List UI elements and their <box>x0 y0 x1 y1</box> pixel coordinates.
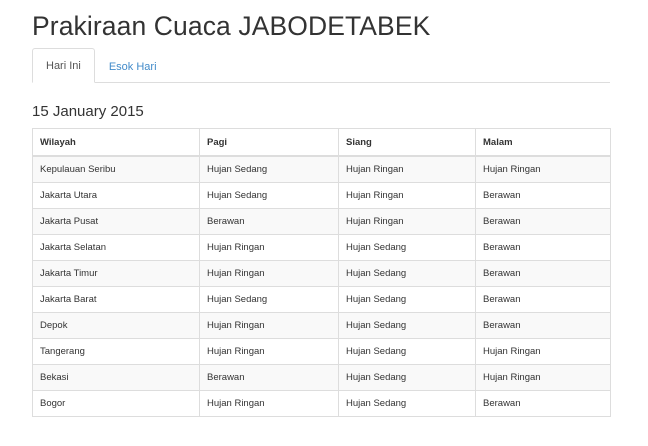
table-row <box>33 156 611 183</box>
column-header-siang: Siang <box>339 129 476 157</box>
cell-malam: Berawan <box>476 209 611 235</box>
tab-esok-hari[interactable]: Esok Hari <box>108 61 157 73</box>
table-row <box>33 183 611 209</box>
table-body <box>33 156 611 417</box>
cell-malam: Hujan Ringan <box>476 339 611 365</box>
cell-wilayah: Jakarta Utara <box>33 183 200 209</box>
cell-siang: Hujan Ringan <box>339 156 476 183</box>
page-title: Prakiraan Cuaca JABODETABEK <box>32 11 431 41</box>
cell-malam: Hujan Ringan <box>476 156 611 183</box>
cell-pagi: Hujan Sedang <box>200 156 339 183</box>
cell-pagi: Berawan <box>200 365 339 391</box>
cell-siang: Hujan Sedang <box>339 313 476 339</box>
column-header-pagi: Pagi <box>200 129 339 157</box>
cell-pagi: Berawan <box>200 209 339 235</box>
cell-malam: Berawan <box>476 183 611 209</box>
cell-pagi: Hujan Ringan <box>200 391 339 417</box>
table-row <box>33 365 611 391</box>
cell-malam: Berawan <box>476 261 611 287</box>
cell-siang: Hujan Sedang <box>339 365 476 391</box>
cell-siang: Hujan Sedang <box>339 235 476 261</box>
cell-siang: Hujan Sedang <box>339 287 476 313</box>
cell-wilayah: Kepulauan Seribu <box>33 156 200 183</box>
cell-pagi: Hujan Sedang <box>200 287 339 313</box>
cell-wilayah: Bekasi <box>33 365 200 391</box>
cell-malam: Berawan <box>476 235 611 261</box>
cell-pagi: Hujan Ringan <box>200 235 339 261</box>
forecast-table <box>32 128 611 417</box>
table-row <box>33 391 611 417</box>
cell-wilayah: Tangerang <box>33 339 200 365</box>
cell-malam: Berawan <box>476 287 611 313</box>
table-row <box>33 209 611 235</box>
cell-siang: Hujan Sedang <box>339 261 476 287</box>
cell-malam: Berawan <box>476 313 611 339</box>
cell-siang: Hujan Ringan <box>339 183 476 209</box>
forecast-date: 15 January 2015 <box>32 103 144 120</box>
table-row <box>33 339 611 365</box>
table-header-row <box>33 129 611 157</box>
column-header-wilayah: Wilayah <box>33 129 200 157</box>
cell-malam: Hujan Ringan <box>476 365 611 391</box>
cell-pagi: Hujan Ringan <box>200 261 339 287</box>
cell-siang: Hujan Sedang <box>339 391 476 417</box>
cell-pagi: Hujan Ringan <box>200 339 339 365</box>
table-row <box>33 235 611 261</box>
table-row <box>33 261 611 287</box>
cell-wilayah: Jakarta Selatan <box>33 235 200 261</box>
cell-wilayah: Jakarta Timur <box>33 261 200 287</box>
cell-wilayah: Jakarta Pusat <box>33 209 200 235</box>
cell-wilayah: Jakarta Barat <box>33 287 200 313</box>
column-header-malam: Malam <box>476 129 611 157</box>
tab-bar <box>32 47 610 83</box>
cell-siang: Hujan Ringan <box>339 209 476 235</box>
cell-malam: Berawan <box>476 391 611 417</box>
table-row <box>33 287 611 313</box>
tab-hari-ini[interactable]: Hari Ini <box>32 48 95 83</box>
cell-pagi: Hujan Ringan <box>200 313 339 339</box>
cell-siang: Hujan Sedang <box>339 339 476 365</box>
cell-wilayah: Depok <box>33 313 200 339</box>
table-row <box>33 313 611 339</box>
cell-wilayah: Bogor <box>33 391 200 417</box>
cell-pagi: Hujan Sedang <box>200 183 339 209</box>
